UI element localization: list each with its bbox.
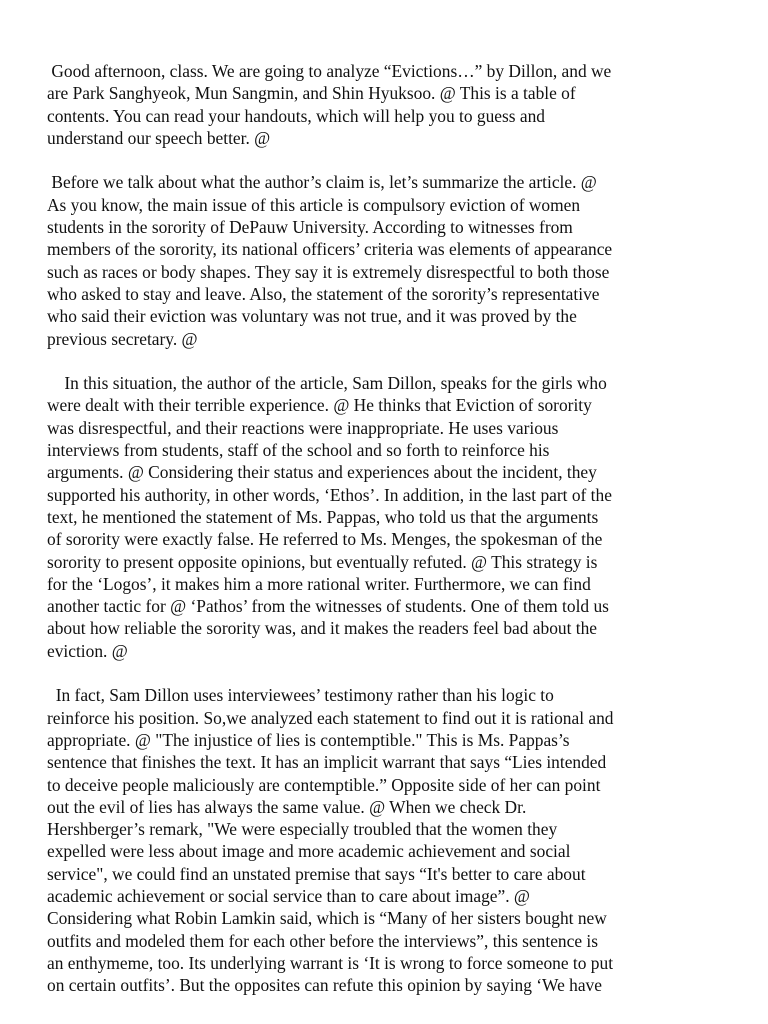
text-line: about how reliable the sorority was, and it makes the readers feel bad about the: [47, 618, 598, 639]
text-line: was disrespectful, and their reactions were inappropriate. He uses various: [47, 417, 559, 438]
text-line: students in the sorority of DePauw University. According to witnesses from: [47, 217, 573, 238]
text-line: supported his authority, in other words, ‘Ethos’. In addition, in the last part of the: [47, 484, 612, 505]
text-line: eviction. @: [47, 640, 128, 661]
document-page: [47, 60, 737, 1019]
text-line: expelled were less about image and more academic achievement and social: [47, 841, 571, 862]
text-line: who asked to stay and leave. Also, the statement of the sorority’s representative: [47, 283, 600, 304]
text-line: to deceive people maliciously are contemptible.” Opposite side of her can point: [47, 774, 601, 795]
text-line: In this situation, the author of the article, Sam Dillon, speaks for the girls who: [47, 373, 607, 394]
text-line: of sorority were exactly false. He referred to Ms. Menges, the spokesman of the: [47, 529, 603, 550]
paragraph-author-strategy: [47, 372, 737, 662]
text-line: on certain outfits’. But the opposites can refute this opinion by saying ‘We have: [47, 975, 602, 996]
text-line: arguments. @ Considering their status and experiences about the incident, they: [47, 462, 597, 483]
text-line: members of the sorority, its national officers’ criteria was elements of appearance: [47, 239, 613, 260]
text-line: In fact, Sam Dillon uses interviewees’ testimony rather than his logic to: [47, 685, 554, 706]
text-line: contents. You can read your handouts, which will help you to guess and: [47, 105, 545, 126]
text-line: outfits and modeled them for each other before the interviews”, this sentence is: [47, 930, 598, 951]
text-line: sorority to present opposite opinions, but eventually refuted. @ This strategy is: [47, 551, 598, 572]
text-line: who said their eviction was voluntary was not true, and it was proved by the: [47, 306, 577, 327]
text-line: for the ‘Logos’, it makes him a more rational writer. Furthermore, we can find: [47, 573, 591, 594]
text-line: Hershberger’s remark, "We were especially troubled that the women they: [47, 819, 558, 840]
text-line: Before we talk about what the author’s claim is, let’s summarize the article. @: [47, 172, 597, 193]
paragraph-analysis: [47, 684, 737, 996]
text-line: academic achievement or social service than to care about image”. @: [47, 885, 530, 906]
text-line: understand our speech better. @: [47, 127, 271, 148]
text-line: are Park Sanghyeok, Mun Sangmin, and Shin Hyuksoo. @ This is a table of: [47, 83, 576, 104]
text-line: previous secretary. @: [47, 328, 198, 349]
paragraph-summary: [47, 171, 737, 349]
text-line: an enthymeme, too. Its underlying warrant is ‘It is wrong to force someone to put: [47, 952, 614, 973]
text-line: reinforce his position. So,we analyzed each statement to find out it is rational and: [47, 707, 614, 728]
text-line: another tactic for @ ‘Pathos’ from the witnesses of students. One of them told us: [47, 596, 609, 617]
text-line: were dealt with their terrible experience. @ He thinks that Eviction of sorority: [47, 395, 592, 416]
text-line: appropriate. @ "The injustice of lies is contemptible." This is Ms. Pappas’s: [47, 729, 570, 750]
text-line: As you know, the main issue of this article is compulsory eviction of women: [47, 194, 581, 215]
text-line: such as races or body shapes. They say it is extremely disrespectful to both those: [47, 261, 610, 282]
text-line: text, he mentioned the statement of Ms. Pappas, who told us that the arguments: [47, 506, 599, 527]
text-line: service", we could find an unstated premise that says “It's better to care about: [47, 863, 586, 884]
text-line: sentence that finishes the text. It has an implicit warrant that says “Lies intended: [47, 752, 607, 773]
text-line: Good afternoon, class. We are going to analyze “Evictions…” by Dillon, and we: [47, 61, 612, 81]
text-line: Considering what Robin Lamkin said, which is “Many of her sisters bought new: [47, 908, 607, 929]
text-line: interviews from students, staff of the school and so forth to reinforce his: [47, 440, 550, 461]
text-line: out the evil of lies has always the same value. @ When we check Dr.: [47, 796, 527, 817]
paragraph-introduction: [47, 60, 737, 149]
